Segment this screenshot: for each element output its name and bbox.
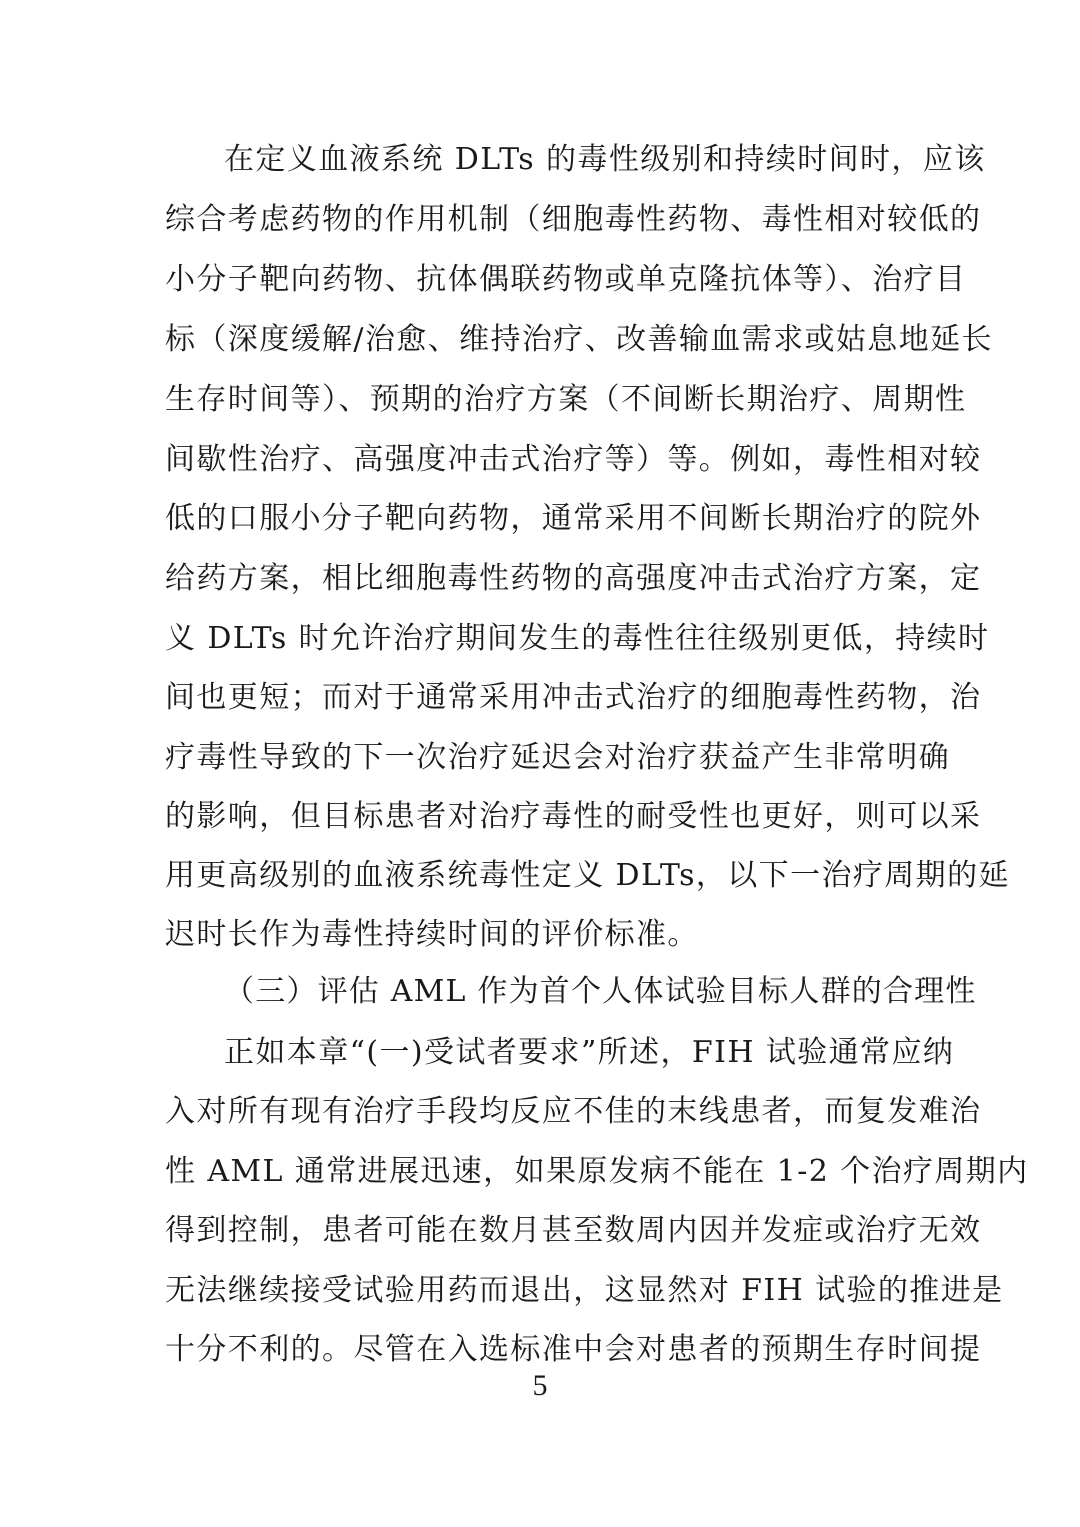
paragraph-1-line: 标（深度缓解/治愈、维持治疗、改善输血需求或姑息地延长 [165, 322, 993, 357]
paragraph-1-line: 的影响，但目标患者对治疗毒性的耐受性也更好，则可以采 [165, 799, 982, 834]
section-heading: （三）评估 AML 作为首个人体试验目标人群的合理性 [224, 974, 977, 1009]
paragraph-2-line: 入对所有现有治疗手段均反应不佳的末线患者，而复发难治 [165, 1094, 982, 1129]
paragraph-1-line: 间也更短；而对于通常采用冲击式治疗的细胞毒性药物，治 [165, 680, 982, 715]
paragraph-2-line: 性 AML 通常进展迅速，如果原发病不能在 1-2 个治疗周期内 [165, 1154, 1029, 1189]
paragraph-2-line: 得到控制，患者可能在数月甚至数周内因并发症或治疗无效 [165, 1213, 982, 1248]
paragraph-1-line: 义 DLTs 时允许治疗期间发生的毒性往往级别更低，持续时 [165, 621, 990, 656]
paragraph-1-line: 疗毒性导致的下一次治疗延迟会对治疗获益产生非常明确 [165, 740, 950, 775]
paragraph-1-line: 低的口服小分子靶向药物，通常采用不间断长期治疗的院外 [165, 501, 982, 536]
paragraph-1-line: 小分子靶向药物、抗体偶联药物或单克隆抗体等）、治疗目 [165, 262, 967, 297]
paragraph-1-line: 用更高级别的血液系统毒性定义 DLTs，以下一治疗周期的延 [165, 858, 1010, 893]
page-number: 5 [532, 1369, 548, 1402]
paragraph-1-line: 迟时长作为毒性持续时间的评价标准。 [165, 917, 699, 952]
paragraph-1-line: 给药方案，相比细胞毒性药物的高强度冲击式治疗方案，定 [165, 561, 982, 596]
paragraph-1-line: 综合考虑药物的作用机制（细胞毒性药物、毒性相对较低的 [165, 202, 982, 237]
paragraph-1-line: 生存时间等）、预期的治疗方案（不间断长期治疗、周期性 [165, 382, 967, 417]
paragraph-1-line: 间歇性治疗、高强度冲击式治疗等）等。例如，毒性相对较 [165, 442, 982, 477]
paragraph-2-line: 无法继续接受试验用药而退出，这显然对 FIH 试验的推进是 [165, 1273, 1004, 1308]
paragraph-2-line: 正如本章“(一)受试者要求”所述，FIH 试验通常应纳 [224, 1035, 955, 1070]
paragraph-2-line: 十分不利的。尽管在入选标准中会对患者的预期生存时间提 [165, 1332, 982, 1367]
paragraph-1-line: 在定义血液系统 DLTs 的毒性级别和持续时间时，应该 [224, 142, 986, 177]
